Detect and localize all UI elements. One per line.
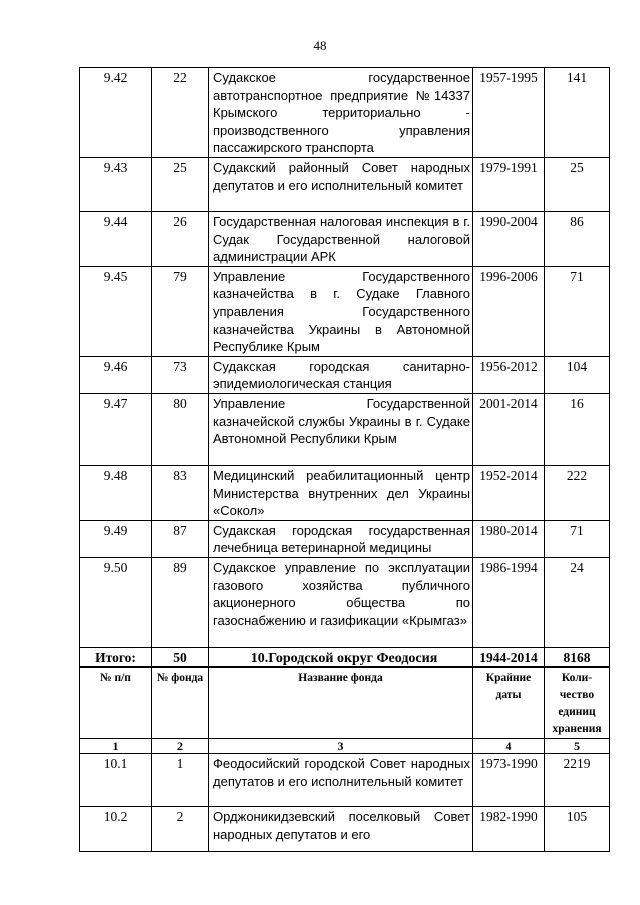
- fond-name: Управление Государственного казначейства в г. Судаке Главного управления Государственного казначейства Украины в Автономной Республике Крым: [209, 266, 473, 356]
- page-number: 48: [313, 38, 327, 53]
- date-range: 1957-1995: [473, 68, 545, 158]
- column-index: 3: [209, 739, 473, 754]
- fond-number: 2: [152, 807, 209, 852]
- date-range: 1973-1990: [473, 754, 545, 807]
- row-number: 9.48: [80, 465, 152, 520]
- table-row: [80, 557, 610, 647]
- storage-units: 71: [545, 266, 610, 356]
- fond-name: Судакская городская государственная лечебница ветеринарной медицины: [209, 520, 473, 557]
- storage-units: 25: [545, 158, 610, 212]
- storage-units: 104: [545, 356, 610, 393]
- fond-number: 25: [152, 158, 209, 212]
- row-number: 9.47: [80, 393, 152, 465]
- column-index: 4: [473, 739, 545, 754]
- storage-units: 24: [545, 557, 610, 647]
- fond-name: Судакское государственное автотранспортное предприятие №14337 Крымского территориально - производственного управления пассажирского транспорта: [209, 68, 473, 158]
- date-range: 2001-2014: [473, 393, 545, 465]
- fond-number: 87: [152, 520, 209, 557]
- row-number: 9.50: [80, 557, 152, 647]
- fond-number: 26: [152, 212, 209, 267]
- fond-number: 89: [152, 557, 209, 647]
- date-range: 1986-1994: [473, 557, 545, 647]
- fond-name: Медицинский реабилитационный центр Министерства внутренних дел Украины «Сокол»: [209, 465, 473, 520]
- row-number: 9.46: [80, 356, 152, 393]
- fond-number: 1: [152, 754, 209, 807]
- fond-name: Государственная налоговая инспекция в г. Судак Государственной налоговой администрации АРК: [209, 212, 473, 267]
- column-index: 1: [80, 739, 152, 754]
- table-row: [80, 807, 610, 852]
- table-row: [80, 393, 610, 465]
- header-row-number: № п/п: [80, 668, 152, 739]
- row-number: 9.42: [80, 68, 152, 158]
- fond-name: Управление Государственной казначейской службы Украины в г. Судаке Автономной Республики Крым: [209, 393, 473, 465]
- table-row: [80, 520, 610, 557]
- header-row: [80, 668, 610, 739]
- column-index: 2: [152, 739, 209, 754]
- table-row: [80, 68, 610, 158]
- date-range: 1996-2006: [473, 266, 545, 356]
- total-label: Итого:: [80, 647, 152, 666]
- section-title: 10.Городской округ Феодосия: [250, 651, 438, 666]
- fond-number: 79: [152, 266, 209, 356]
- fonds-table-sudak: [79, 67, 610, 667]
- fond-name: Феодосийский городской Совет народных депутатов и его исполнительный комитет: [209, 754, 473, 807]
- fond-name: Судакская городская санитарно-эпидемиологическая станция: [209, 356, 473, 393]
- fond-number: 22: [152, 68, 209, 158]
- row-number: 10.1: [80, 754, 152, 807]
- fond-name: Орджоникидзевский поселковый Совет народных депутатов и его: [209, 807, 473, 852]
- date-range: 1990-2004: [473, 212, 545, 267]
- fond-number: 73: [152, 356, 209, 393]
- column-index: 5: [545, 739, 610, 754]
- storage-units: 86: [545, 212, 610, 267]
- header-fond-name: Название фонда: [209, 668, 473, 739]
- table-row: [80, 356, 610, 393]
- storage-units: 16: [545, 393, 610, 465]
- date-range: 1952-2014: [473, 465, 545, 520]
- date-range: 1956-2012: [473, 356, 545, 393]
- header-storage-units: Коли-чество единиц хранения: [545, 668, 610, 739]
- row-number: 9.45: [80, 266, 152, 356]
- table-row: [80, 158, 610, 212]
- fond-name: Судакское управление по эксплуатации газового хозяйства публичного акционерного общества по газоснабжению и газификации «Крымгаз»: [209, 557, 473, 647]
- fond-name: Судакский районный Совет народных депутатов и его исполнительный комитет: [209, 158, 473, 212]
- fond-number: 83: [152, 465, 209, 520]
- storage-units: 222: [545, 465, 610, 520]
- table-row: [80, 266, 610, 356]
- row-number: 9.43: [80, 158, 152, 212]
- row-number: 10.2: [80, 807, 152, 852]
- fond-number: 80: [152, 393, 209, 465]
- date-range: 1982-1990: [473, 807, 545, 852]
- header-dates: Крайние даты: [473, 668, 545, 739]
- column-index-row: [80, 739, 610, 754]
- table-row: [80, 212, 610, 267]
- row-number: 9.44: [80, 212, 152, 267]
- table-row: [80, 465, 610, 520]
- fonds-table-feodosia: [79, 667, 610, 852]
- date-range: 1980-2014: [473, 520, 545, 557]
- date-range: 1979-1991: [473, 158, 545, 212]
- storage-units: 71: [545, 520, 610, 557]
- total-storage-units: 8168: [545, 647, 610, 666]
- storage-units: 105: [545, 807, 610, 852]
- row-number: 9.49: [80, 520, 152, 557]
- header-fond-number: № фонда: [152, 668, 209, 739]
- storage-units: 141: [545, 68, 610, 158]
- table-row: [80, 754, 610, 807]
- storage-units: 2219: [545, 754, 610, 807]
- total-fond-count: 50: [152, 647, 209, 666]
- total-date-range: 1944-2014: [473, 647, 545, 666]
